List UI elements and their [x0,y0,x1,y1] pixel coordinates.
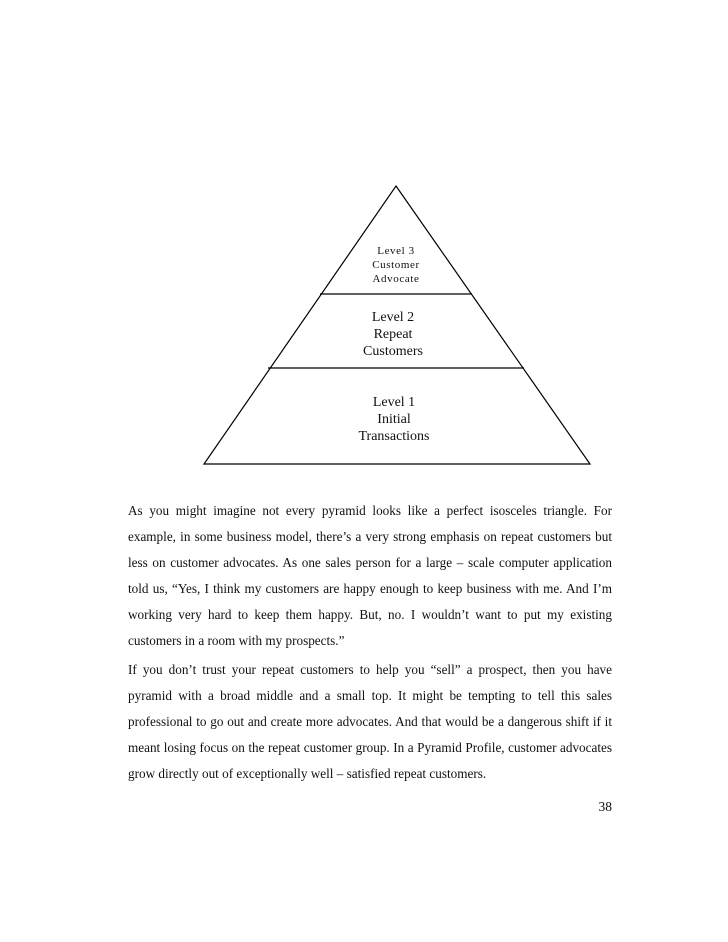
page-number: 38 [598,799,612,814]
level-1-line-2: Initial [377,412,411,427]
pyramid-level-2 [363,310,423,359]
level-1-line-3: Transactions [358,429,430,444]
level-3-line-3: Advocate [372,273,420,285]
pyramid-level-3 [372,245,420,285]
level-2-line-3: Customers [363,344,423,359]
body-paragraph-2: If you don’t trust your repeat customers to help you “sell” a prospect, then you have pyramid with a broad middle and a small top. It might be tempting to tell this sales professional to go out and create more advocates. And that would be a dangerous shift if it meant losing focus on the repeat customer group. In a Pyramid Profile, customer advocates grow directly out of exceptionally well – satisfied repeat customers. [128,662,612,781]
level-3-line-2: Customer [372,259,420,271]
pyramid-level-1 [358,395,429,444]
level-3-line-1: Level 3 [377,245,415,257]
body-paragraph-1: As you might imagine not every pyramid looks like a perfect isosceles triangle. For example, in some business model, there’s a very strong emphasis on repeat customers but less on customer advocates. As one sales person for a large – scale computer application told us, “Yes, I think my customers are happy enough to keep business with me. And I’m working very hard to keep them happy. But, no. I wouldn’t want to put my existing customers in a room with my prospects.” [128,503,612,648]
level-2-line-1: Level 2 [371,310,415,325]
level-2-line-2: Repeat [373,327,413,342]
level-1-line-1: Level 1 [372,395,416,410]
